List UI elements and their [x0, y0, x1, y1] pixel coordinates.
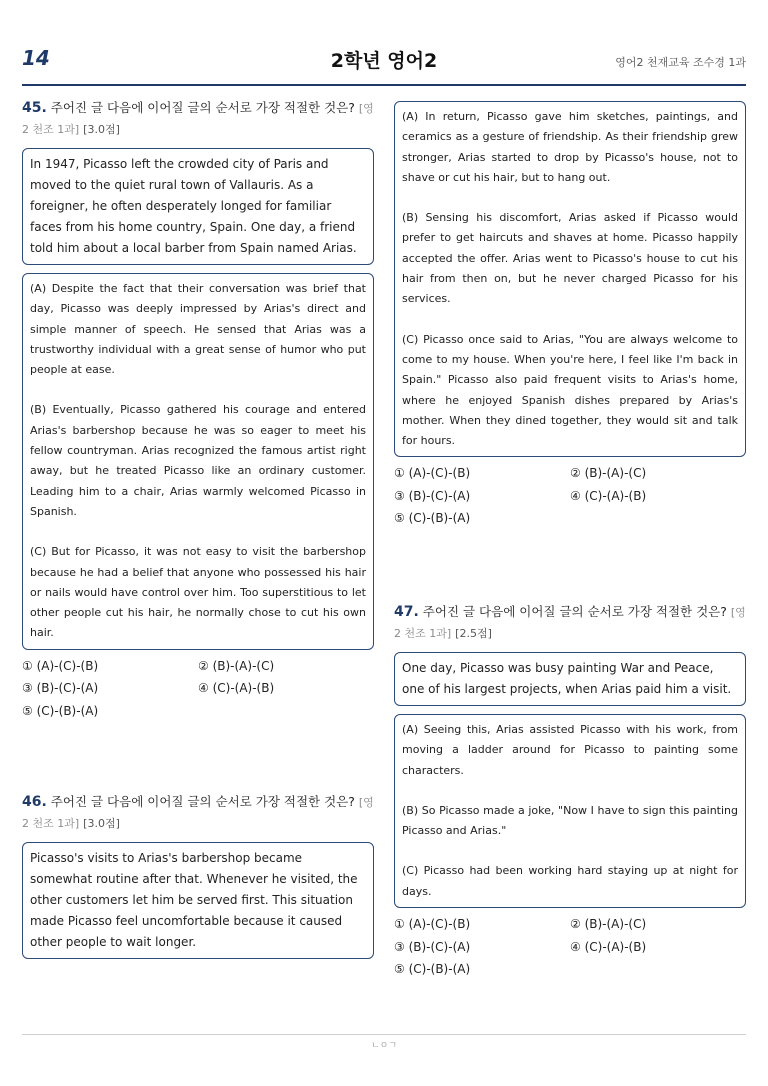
question-46 [22, 792, 374, 959]
choice-5[interactable]: ⑤ (C)-(B)-(A) [394, 962, 471, 977]
question-46-stem [22, 792, 374, 834]
choice-4[interactable]: ④ (C)-(A)-(B) [198, 681, 275, 696]
question-47-stem [394, 602, 746, 644]
header-divider [22, 84, 746, 86]
choice-5[interactable]: ⑤ (C)-(B)-(A) [22, 703, 99, 718]
question-source: [영2 천조 1과] [394, 605, 746, 640]
answer-choices [22, 655, 374, 723]
question-points: [3.0점] [83, 817, 120, 831]
page-header [22, 0, 746, 86]
footer-text: ㄴㅇㄱ [370, 1041, 398, 1051]
page-title: 2학년 영어2 [330, 50, 438, 72]
passage-a: (A) Despite the fact that their conversation was brief that day, Picasso was deeply impressed by Arias's direct and simple manner of speech. He sensed that Arias was a trustworthy individual with a great sense of humor who put people at ease. [30, 282, 366, 377]
question-number: 46. [22, 794, 47, 811]
passage-c: (C) But for Picasso, it was not easy to visit the barbershop because he had a belief that anyone who possessed his hair or nails would have control over him. Too superstitious to let other people cut his hair, he normally chose to cut his own hair. [30, 545, 366, 640]
page-number: 14 [22, 46, 50, 70]
passage-b: (B) So Picasso made a joke, "Now I have to sign this painting Picasso and Arias." [402, 803, 738, 838]
choice-3[interactable]: ③ (B)-(C)-(A) [22, 681, 99, 696]
question-text: 주어진 글 다음에 이어질 글의 순서로 가장 적절한 것은? [50, 794, 355, 810]
passage-a: (A) In return, Picasso gave him sketches, paintings, and ceramics as a gesture of friendship. As their friendship grew stronger, Arias started to drop by Picasso's house, not to shave or cut his hair, but to hang out. [402, 110, 738, 184]
question-45 [22, 98, 374, 722]
passage-c: (C) Picasso once said to Arias, "You are always welcome to come to my house. When you're here, I feel like I'm back in Spain." Picasso also paid frequent visits to Arias's home, where he enjoyed Spanish dishes prepared by Arias's mother. When they dined together, they would sit and talk for hours. [402, 332, 738, 448]
choice-1[interactable]: ① (A)-(C)-(B) [394, 917, 471, 932]
given-passage: Picasso's visits to Arias's barbershop became somewhat routine after that. Whenever he visited, the other customers let him be served first. This situation made Picasso feel uncomfortable because it caused other people to wait longer. [22, 842, 374, 959]
choice-2[interactable]: ② (B)-(A)-(C) [570, 917, 647, 932]
answer-choices-46 [394, 462, 746, 530]
passage-c: (C) Picasso had been working hard staying up at night for days. [402, 864, 738, 898]
passage-a: (A) Seeing this, Arias assisted Picasso with his work, from moving a ladder around for Picasso to painting some characters. [402, 722, 738, 777]
right-column [394, 101, 746, 981]
answer-choices [394, 913, 746, 981]
choice-1[interactable]: ① (A)-(C)-(B) [22, 658, 99, 673]
choice-1[interactable]: ① (A)-(C)-(B) [394, 466, 471, 481]
choice-5[interactable]: ⑤ (C)-(B)-(A) [394, 511, 471, 526]
choice-2[interactable]: ② (B)-(A)-(C) [198, 658, 275, 673]
question-47 [394, 602, 746, 981]
passage-b: (B) Eventually, Picasso gathered his courage and entered Arias's barbershop because he was so eager to meet his fellow countryman. Arias recognized the famous artist right away, but he treated Picasso like an ordinary customer. Leading him to a chair, Arias warmly welcomed Picasso in Spanish. [30, 403, 366, 518]
ordering-passages-46 [394, 101, 746, 457]
question-45-stem [22, 98, 374, 140]
question-number: 45. [22, 100, 47, 116]
question-points: [2.5점] [455, 626, 492, 640]
choice-4[interactable]: ④ (C)-(A)-(B) [570, 488, 647, 503]
question-points: [3.0점] [83, 123, 120, 136]
ordering-passages [22, 273, 374, 650]
question-number: 47. [394, 603, 419, 620]
choice-2[interactable]: ② (B)-(A)-(C) [570, 466, 647, 481]
question-source: [영2 천조 1과] [22, 102, 374, 136]
given-passage: In 1947, Picasso left the crowded city of Paris and moved to the quiet rural town of Vallauris. As a foreigner, he often desperately longed for familiar faces from his home country, Spain. One day, a friend told him about a local barber from Spain named Arias. [22, 148, 374, 265]
question-source: [영2 천조 1과] [22, 796, 374, 831]
subject-label: 영어2 천재교육 조수경 1과 [615, 56, 746, 69]
choice-3[interactable]: ③ (B)-(C)-(A) [394, 488, 471, 503]
left-column [22, 98, 374, 959]
question-text: 주어진 글 다음에 이어질 글의 순서로 가장 적절한 것은? [422, 603, 727, 619]
choice-3[interactable]: ③ (B)-(C)-(A) [394, 939, 471, 954]
footer-divider [22, 1034, 746, 1035]
given-passage: One day, Picasso was busy painting War and Peace, one of his largest projects, when Arias paid him a visit. [394, 652, 746, 706]
passage-b: (B) Sensing his discomfort, Arias asked if Picasso would prefer to get haircuts and shaves at home. Picasso happily accepted the offer. Arias went to Picasso's house to cut his hair from then on, but he never charged Picasso for his services. [402, 211, 738, 306]
ordering-passages [394, 714, 746, 908]
choice-4[interactable]: ④ (C)-(A)-(B) [570, 939, 647, 954]
question-text: 주어진 글 다음에 이어질 글의 순서로 가장 적절한 것은? [50, 100, 355, 115]
